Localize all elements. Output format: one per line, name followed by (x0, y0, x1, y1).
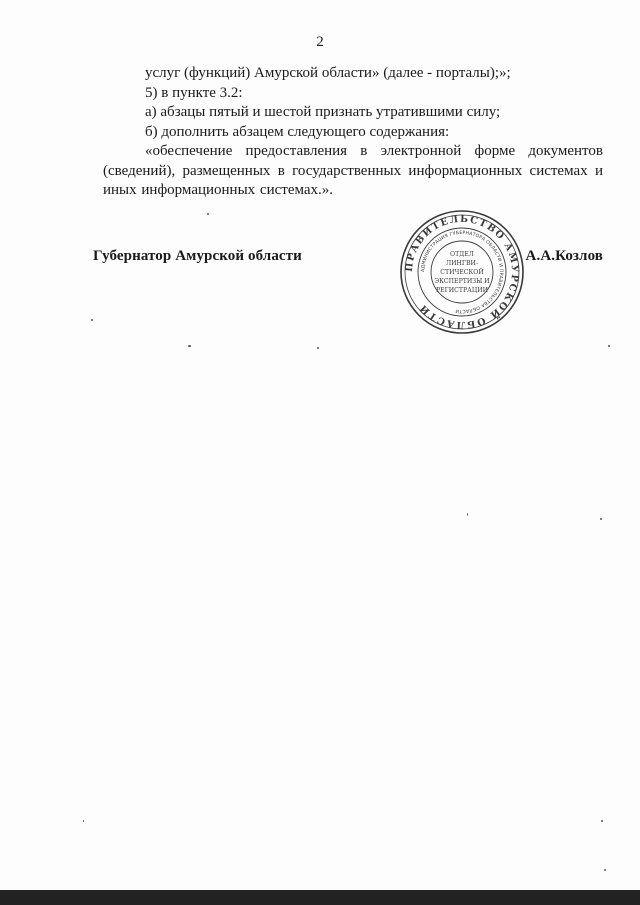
scan-speck (600, 518, 602, 520)
scan-speck (604, 869, 606, 871)
scan-speck (467, 513, 468, 516)
scan-speck (83, 820, 84, 822)
paragraph-2: 5) в пункте 3.2: (145, 84, 243, 101)
signature-block (93, 248, 603, 278)
scan-speck (608, 345, 610, 347)
seal-center-line: ЭКСПЕРТИЗЫ И (434, 278, 490, 285)
seal-center-line: ОТДЕЛ (450, 251, 474, 258)
paragraph-1: услуг (функций) Амурской области» (далее - порталы);»; (145, 65, 511, 81)
scan-speck (188, 345, 191, 347)
document-body (103, 64, 603, 201)
seal-outer-text: ПРАВИТЕЛЬСТВО АМУРСКОЙ ОБЛАСТИ (403, 213, 521, 331)
scan-bottom-edge (0, 890, 640, 905)
paragraph-4: б) дополнить абзацем следующего содержания: (145, 123, 450, 140)
paragraph-5: «обеспечение предоставления в электронной форме документов (сведений), размещенных в государственных информационных системах и иных информационных системах.». (103, 143, 603, 198)
official-seal (398, 208, 526, 336)
page-number: 2 (316, 34, 324, 50)
signer-title: Губернатор Амурской области (93, 248, 302, 264)
seal-inner-text: АДМИНИСТРАЦИЯ ГУБЕРНАТОРА ОБЛАСТИ И ПРАВИТЕЛЬСТВА ОБЛАСТИ (420, 230, 504, 314)
scan-speck (601, 820, 603, 822)
seal-center-text (434, 251, 490, 294)
signer-name: А.А.Козлов (525, 248, 603, 264)
seal-center-line: РЕГИСТРАЦИИ (435, 287, 489, 294)
seal-center-line: ЛИНГВИ- (445, 260, 479, 267)
scan-speck (207, 213, 209, 215)
scan-speck (91, 319, 93, 321)
seal-center-line: СТИЧЕСКОЙ (440, 269, 484, 276)
scan-speck (317, 347, 319, 349)
paragraph-3: а) абзацы пятый и шестой признать утратившими силу; (145, 104, 501, 120)
